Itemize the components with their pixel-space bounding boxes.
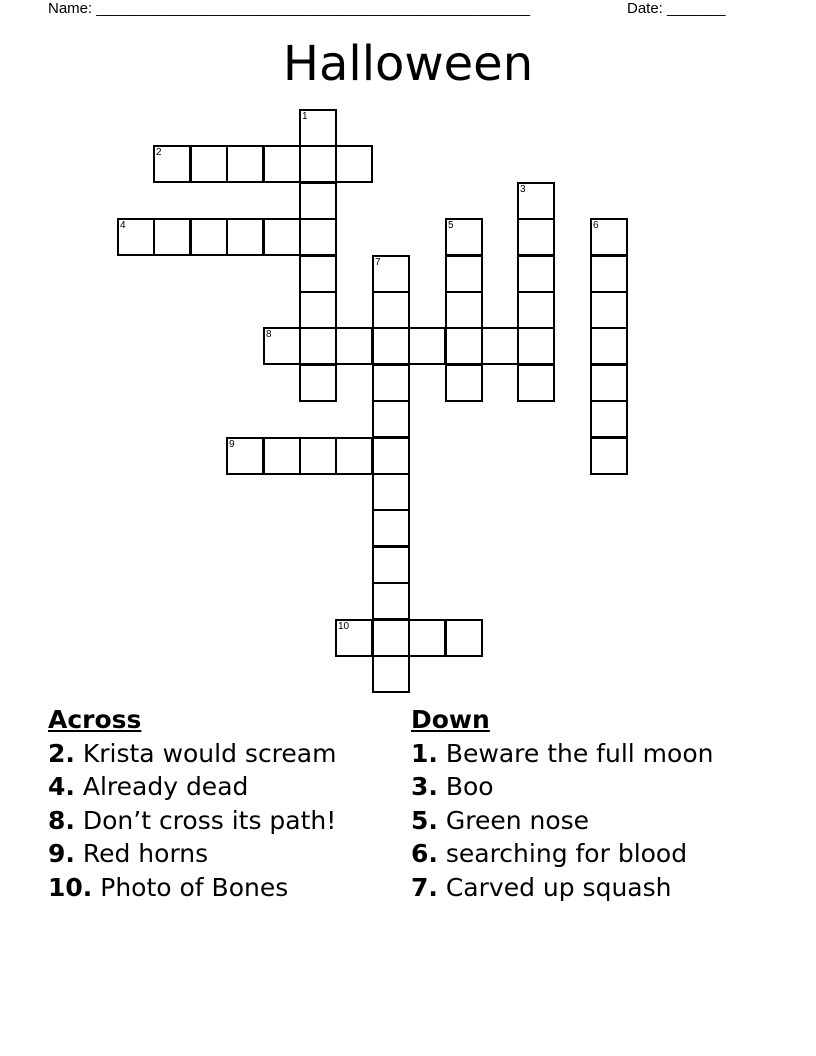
grid-cell[interactable] xyxy=(226,145,264,183)
grid-cell[interactable] xyxy=(445,619,483,657)
grid-cell[interactable] xyxy=(263,437,301,475)
grid-cell[interactable] xyxy=(153,145,191,183)
grid-cell[interactable] xyxy=(445,218,483,256)
clue-text: Boo xyxy=(437,772,494,801)
grid-cell[interactable] xyxy=(590,327,628,365)
grid-cell[interactable] xyxy=(190,145,228,183)
down-clues xyxy=(411,703,713,904)
grid-cell[interactable] xyxy=(372,400,410,438)
grid-cell[interactable] xyxy=(372,619,410,657)
down-clue xyxy=(411,804,713,838)
grid-cell[interactable] xyxy=(372,327,410,365)
clue-number: 1. xyxy=(411,738,438,768)
grid-cell[interactable] xyxy=(408,327,446,365)
clue-number: 4. xyxy=(48,772,75,801)
cell-number: 9 xyxy=(229,439,235,450)
cell-number: 8 xyxy=(266,329,272,340)
cell-number: 5 xyxy=(448,220,454,231)
clue-text: Photo of Bones xyxy=(92,872,289,902)
across-heading: Across xyxy=(48,705,142,734)
grid-cell[interactable] xyxy=(335,145,373,183)
grid-cell[interactable] xyxy=(445,364,483,402)
grid-cell[interactable] xyxy=(299,327,337,365)
down-clue xyxy=(411,871,713,905)
grid-cell[interactable] xyxy=(372,255,410,293)
grid-cell[interactable] xyxy=(590,255,628,293)
grid-cell[interactable] xyxy=(372,291,410,329)
clue-text: Don’t cross its path! xyxy=(74,805,337,835)
grid-cell[interactable] xyxy=(226,437,264,475)
grid-cell[interactable] xyxy=(372,582,410,620)
grid-cell[interactable] xyxy=(590,364,628,402)
grid-cell[interactable] xyxy=(299,364,337,402)
grid-cell[interactable] xyxy=(335,437,373,475)
grid-cell[interactable] xyxy=(226,218,264,256)
clue-text: Krista would scream xyxy=(74,738,337,768)
grid-cell[interactable] xyxy=(445,255,483,293)
clue-number: 8. xyxy=(48,805,75,835)
clue-text: searching for blood xyxy=(437,839,688,868)
grid-cell[interactable] xyxy=(263,327,301,365)
grid-cell[interactable] xyxy=(190,218,228,256)
grid-cell[interactable] xyxy=(372,364,410,402)
grid-cell[interactable] xyxy=(299,291,337,329)
grid-cell[interactable] xyxy=(517,255,555,293)
grid-cell[interactable] xyxy=(153,218,191,256)
grid-cell[interactable] xyxy=(299,182,337,220)
clue-number: 6. xyxy=(411,839,438,868)
down-heading: Down xyxy=(411,705,490,734)
grid-cell[interactable] xyxy=(372,546,410,584)
grid-cell[interactable] xyxy=(299,145,337,183)
down-clue xyxy=(411,837,713,871)
cell-number: 10 xyxy=(338,621,350,632)
grid-cell[interactable] xyxy=(590,218,628,256)
grid-cell[interactable] xyxy=(590,400,628,438)
down-clue xyxy=(411,737,713,771)
name-label: Name: ____________________________________________________ xyxy=(48,0,531,17)
across-clue xyxy=(48,770,336,804)
across-clue xyxy=(48,871,336,905)
across-clue xyxy=(48,737,336,771)
clue-text: Beware the full moon xyxy=(437,738,714,768)
grid-cell[interactable] xyxy=(517,291,555,329)
cell-number: 3 xyxy=(520,184,526,195)
grid-cell[interactable] xyxy=(517,364,555,402)
cell-number: 1 xyxy=(302,111,308,122)
date-label: Date: _______ xyxy=(627,0,726,17)
down-clue xyxy=(411,770,713,804)
clue-number: 10. xyxy=(48,872,93,902)
grid-cell[interactable] xyxy=(372,509,410,547)
grid-cell[interactable] xyxy=(335,619,373,657)
cell-number: 2 xyxy=(156,147,162,158)
across-clue xyxy=(48,804,336,838)
grid-cell[interactable] xyxy=(263,218,301,256)
clue-number: 2. xyxy=(48,738,75,768)
grid-cell[interactable] xyxy=(299,109,337,147)
grid-cell[interactable] xyxy=(372,437,410,475)
grid-cell[interactable] xyxy=(517,327,555,365)
grid-cell[interactable] xyxy=(299,255,337,293)
page-title: Halloween xyxy=(282,36,534,92)
grid-cell[interactable] xyxy=(517,182,555,220)
grid-cell[interactable] xyxy=(299,218,337,256)
grid-cell[interactable] xyxy=(117,218,155,256)
grid-cell[interactable] xyxy=(372,473,410,511)
grid-cell[interactable] xyxy=(299,437,337,475)
cell-number: 4 xyxy=(120,220,126,231)
grid-cell[interactable] xyxy=(335,327,373,365)
grid-cell[interactable] xyxy=(372,655,410,693)
grid-cell[interactable] xyxy=(481,327,519,365)
clue-number: 7. xyxy=(411,872,438,902)
clue-number: 9. xyxy=(48,839,75,868)
cell-number: 7 xyxy=(375,257,381,268)
across-clue xyxy=(48,837,336,871)
clue-text: Green nose xyxy=(437,805,590,835)
grid-cell[interactable] xyxy=(590,291,628,329)
across-clues xyxy=(48,703,336,904)
clue-text: Carved up squash xyxy=(437,872,672,902)
grid-cell[interactable] xyxy=(517,218,555,256)
grid-cell[interactable] xyxy=(445,291,483,329)
cell-number: 6 xyxy=(593,220,599,231)
clue-text: Red horns xyxy=(74,839,209,868)
clue-number: 3. xyxy=(411,772,438,801)
clue-text: Already dead xyxy=(74,772,249,801)
grid-cell[interactable] xyxy=(408,619,446,657)
clue-number: 5. xyxy=(411,805,438,835)
grid-cell[interactable] xyxy=(445,327,483,365)
grid-cell[interactable] xyxy=(263,145,301,183)
grid-cell[interactable] xyxy=(590,437,628,475)
